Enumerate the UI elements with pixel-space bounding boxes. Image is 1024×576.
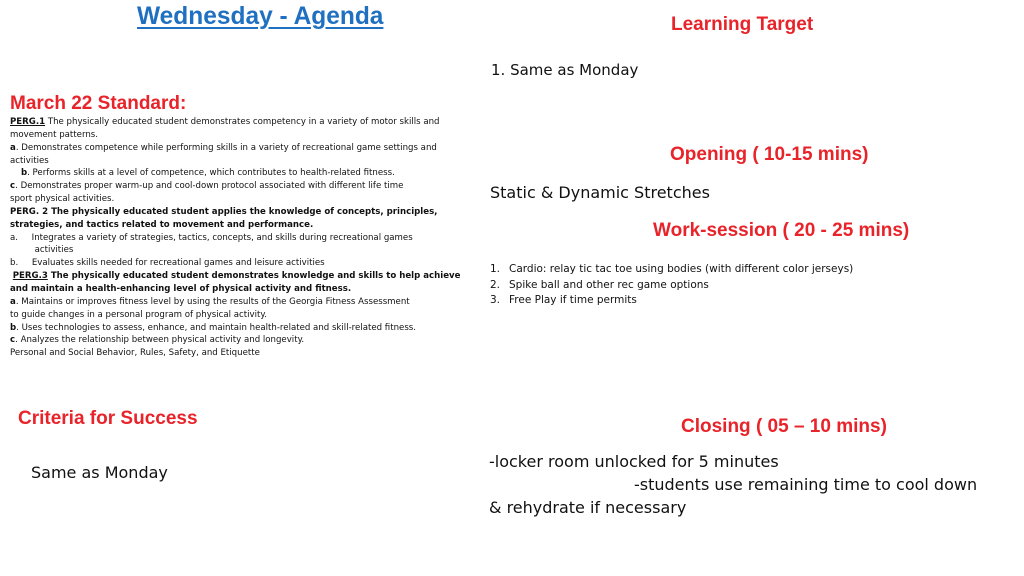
standard-line: b. Evaluates skills needed for recreational games and leisure activities [10, 258, 325, 269]
standard-line: and maintain a health-enhancing level of physical activity and fitness. [10, 283, 352, 294]
closing-line-2: -students use remaining time to cool down [634, 475, 978, 494]
closing-heading: Closing ( 05 – 10 mins) [681, 416, 887, 437]
standard-line: sport physical activities. [10, 194, 115, 205]
list-item: 1. Cardio: relay tic tac toe using bodies (with different color jerseys) [490, 263, 854, 275]
standard-line: b. Performs skills at a level of competence, which contributes to health-related fitness. [20, 168, 395, 179]
page-title: Wednesday - Agenda [137, 2, 384, 30]
standard-line: a. Maintains or improves fitness level by using the results of the Georgia Fitness Assessment [10, 296, 410, 307]
standard-line: Personal and Social Behavior, Rules, Safety, and Etiquette [10, 348, 260, 359]
standard-heading: March 22 Standard: [10, 93, 187, 114]
criteria-heading: Criteria for Success [18, 408, 198, 429]
standard-line: strategies, and tactics related to movement and performance. [10, 219, 314, 230]
standard-line: movement patterns. [10, 129, 98, 140]
list-item: 3. Free Play if time permits [490, 294, 637, 307]
standard-line: c. Demonstrates proper warm-up and cool-down protocol associated with different life time [10, 181, 404, 192]
standard-line: to guide changes in a personal program of physical activity. [10, 309, 267, 320]
standard-text [10, 116, 461, 360]
standard-line: PERG.1 The physically educated student demonstrates competency in a variety of motor skills and [10, 117, 440, 127]
standard-line: activities [10, 155, 49, 166]
work-session-heading: Work-session ( 20 - 25 mins) [653, 220, 910, 241]
standard-line: a. Integrates a variety of strategies, tactics, concepts, and skills during recreational games [10, 232, 413, 243]
learning-target-text: 1. Same as Monday [491, 61, 639, 79]
learning-target-heading: Learning Target [671, 14, 814, 35]
standard-line: PERG. 2 The physically educated student applies the knowledge of concepts, principles, [10, 206, 438, 217]
standard-line: c. Analyzes the relationship between physical activity and longevity. [10, 335, 305, 346]
standard-line: PERG.3 The physically educated student demonstrates knowledge and skills to help achieve [12, 271, 461, 282]
standard-line: a. Demonstrates competence while performing skills in a variety of recreational game settings and [10, 142, 437, 153]
criteria-text: Same as Monday [31, 463, 168, 482]
work-session-list [490, 262, 853, 309]
standard-line: b. Uses technologies to assess, enhance, and maintain health-related and skill-related fitness. [10, 322, 417, 333]
opening-text: Static & Dynamic Stretches [490, 183, 710, 202]
opening-heading: Opening ( 10-15 mins) [670, 144, 869, 165]
standard-line: activities [10, 245, 74, 256]
list-item: 2. Spike ball and other rec game options [490, 278, 709, 291]
closing-line-3: & rehydrate if necessary [489, 498, 687, 517]
closing-line-1: -locker room unlocked for 5 minutes [489, 452, 779, 471]
